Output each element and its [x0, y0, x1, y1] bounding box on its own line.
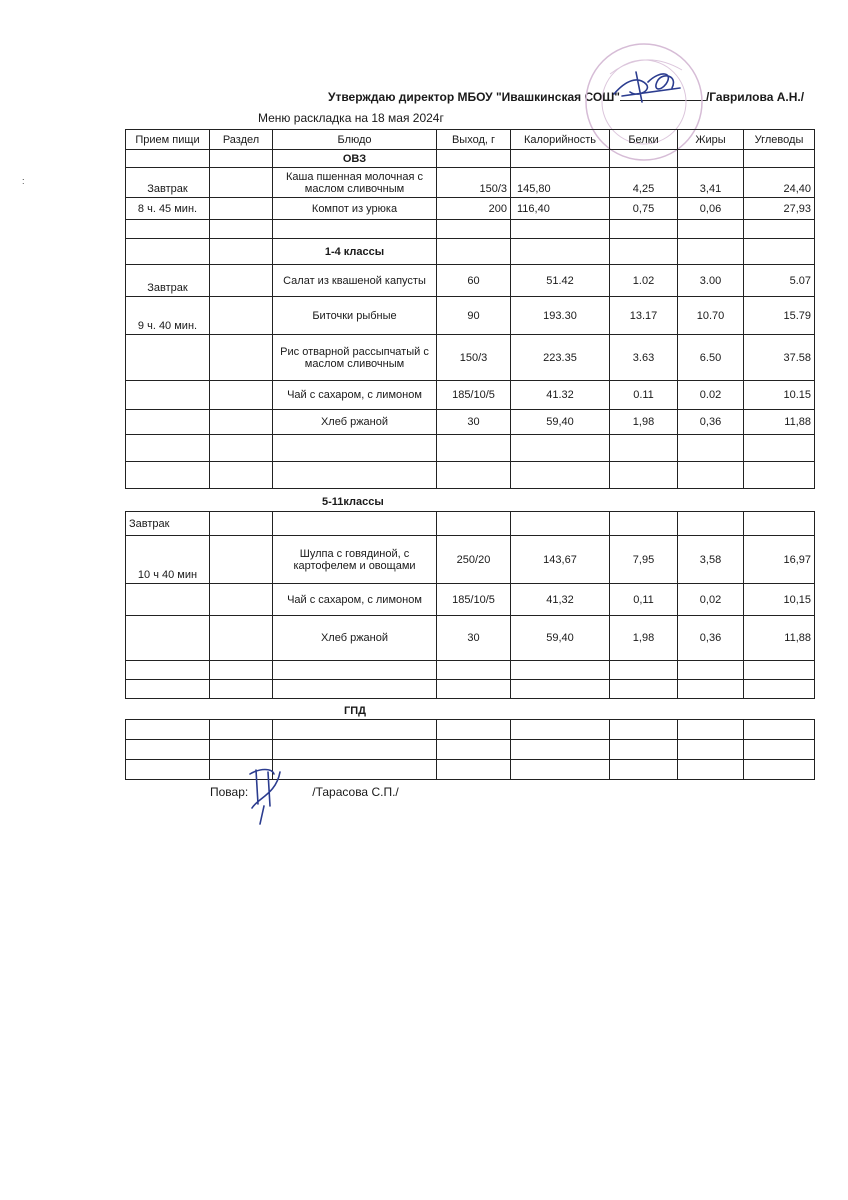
dish-protein: 1,98 [610, 616, 678, 661]
margin-mark: : [22, 176, 25, 186]
dish-name: Чай с сахаром, с лимоном [273, 381, 437, 410]
dish-weight: 150/3 [437, 335, 511, 381]
header-section: Раздел [210, 130, 273, 150]
section-label-1-4: 1-4 классы [273, 239, 437, 265]
header-carbs: Углеводы [744, 130, 815, 150]
empty-row [126, 435, 815, 462]
dish-carbs: 11,88 [744, 410, 815, 435]
dish-weight: 150/3 [437, 168, 511, 198]
empty-row [126, 680, 815, 699]
dish-name: Чай с сахаром, с лимоном [273, 584, 437, 616]
dish-fat: 0,06 [678, 198, 744, 220]
menu-table-main [125, 129, 815, 489]
dish-carbs: 37.58 [744, 335, 815, 381]
dish-weight: 200 [437, 198, 511, 220]
meal-time: 9 ч. 40 мин. [126, 297, 210, 335]
dish-calories: 41.32 [511, 381, 610, 410]
dish-weight: 90 [437, 297, 511, 335]
meal-name: Завтрак [126, 512, 210, 536]
dish-protein: 1,98 [610, 410, 678, 435]
cook-name: /Тарасова С.П./ [312, 785, 399, 799]
dish-carbs: 5.07 [744, 265, 815, 297]
dish-name: Хлеб ржаной [273, 616, 437, 661]
dish-carbs: 10.15 [744, 381, 815, 410]
table-row [126, 512, 815, 536]
dish-fat: 10.70 [678, 297, 744, 335]
dish-fat: 3.00 [678, 265, 744, 297]
dish-protein: 3.63 [610, 335, 678, 381]
table-row [126, 198, 815, 220]
empty-row [126, 740, 815, 760]
dish-weight: 30 [437, 410, 511, 435]
empty-row [126, 661, 815, 680]
cook-signature-icon [246, 764, 286, 826]
dish-calories: 59,40 [511, 616, 610, 661]
dish-name: Хлеб ржаной [273, 410, 437, 435]
dish-weight: 250/20 [437, 536, 511, 584]
table-row [126, 410, 815, 435]
section-label-5-11: 5-11классы [322, 496, 384, 508]
director-signature-icon [608, 66, 688, 106]
dish-calories: 51.42 [511, 265, 610, 297]
empty-row [126, 720, 815, 740]
meal-name: Завтрак [126, 168, 210, 198]
meal-name: Завтрак [126, 265, 210, 297]
dish-protein: 0,11 [610, 584, 678, 616]
dish-fat: 0,36 [678, 616, 744, 661]
dish-calories: 41,32 [511, 584, 610, 616]
approval-line [328, 88, 804, 104]
dish-weight: 185/10/5 [437, 584, 511, 616]
dish-carbs: 24,40 [744, 168, 815, 198]
dish-weight: 60 [437, 265, 511, 297]
table-row [126, 297, 815, 335]
menu-table-5-11 [125, 511, 815, 699]
table-row [126, 168, 815, 198]
dish-calories: 193.30 [511, 297, 610, 335]
table-row [126, 265, 815, 297]
dish-name: Рис отварной рассыпчатый с маслом сливочным [273, 335, 437, 381]
dish-carbs: 15.79 [744, 297, 815, 335]
dish-calories: 145,80 [511, 168, 610, 198]
empty-row [126, 760, 815, 780]
header-calories: Калорийность [511, 130, 610, 150]
dish-protein: 13.17 [610, 297, 678, 335]
dish-calories: 223.35 [511, 335, 610, 381]
dish-fat: 3,41 [678, 168, 744, 198]
meal-time: 8 ч. 45 мин. [126, 198, 210, 220]
table-row [126, 536, 815, 584]
dish-name: Компот из урюка [273, 198, 437, 220]
empty-row [126, 462, 815, 489]
dish-fat: 0.02 [678, 381, 744, 410]
dish-protein: 7,95 [610, 536, 678, 584]
dish-protein: 4,25 [610, 168, 678, 198]
header-protein: Белки [610, 130, 678, 150]
dish-calories: 116,40 [511, 198, 610, 220]
dish-carbs: 10,15 [744, 584, 815, 616]
header-weight: Выход, г [437, 130, 511, 150]
section-row-1-4 [126, 239, 815, 265]
table-row [126, 584, 815, 616]
dish-protein: 0.11 [610, 381, 678, 410]
header-fat: Жиры [678, 130, 744, 150]
dish-carbs: 11,88 [744, 616, 815, 661]
dish-name: Каша пшенная молочная с маслом сливочным [273, 168, 437, 198]
dish-protein: 1.02 [610, 265, 678, 297]
director-name: /Гаврилова А.Н./ [705, 90, 805, 104]
dish-fat: 6.50 [678, 335, 744, 381]
dish-carbs: 27,93 [744, 198, 815, 220]
meal-time: 10 ч 40 мин [126, 536, 210, 584]
header-dish: Блюдо [273, 130, 437, 150]
dish-protein: 0,75 [610, 198, 678, 220]
dish-name: Салат из квашеной капусты [273, 265, 437, 297]
cook-label: Повар: [210, 785, 249, 799]
dish-name: Биточки рыбные [273, 297, 437, 335]
table-row [126, 335, 815, 381]
dish-weight: 30 [437, 616, 511, 661]
empty-row [126, 220, 815, 239]
section-label-ovz: ОВЗ [273, 150, 437, 168]
dish-fat: 0,36 [678, 410, 744, 435]
header-meal: Прием пищи [126, 130, 210, 150]
section-row-ovz [126, 150, 815, 168]
dish-calories: 59,40 [511, 410, 610, 435]
section-label-gpd: ГПД [344, 705, 366, 717]
table-row [126, 381, 815, 410]
dish-carbs: 16,97 [744, 536, 815, 584]
dish-weight: 185/10/5 [437, 381, 511, 410]
menu-title: Меню раскладка на 18 мая 2024г [258, 111, 444, 125]
dish-calories: 143,67 [511, 536, 610, 584]
cook-line [210, 785, 399, 799]
dish-name: Шулпа с говядиной, с картофелем и овощами [273, 536, 437, 584]
table-header-row [126, 130, 815, 150]
menu-table-gpd [125, 719, 815, 780]
approval-text: Утверждаю директор МБОУ "Ивашкинская СОШ" [328, 90, 620, 104]
dish-fat: 0,02 [678, 584, 744, 616]
dish-fat: 3,58 [678, 536, 744, 584]
table-row [126, 616, 815, 661]
